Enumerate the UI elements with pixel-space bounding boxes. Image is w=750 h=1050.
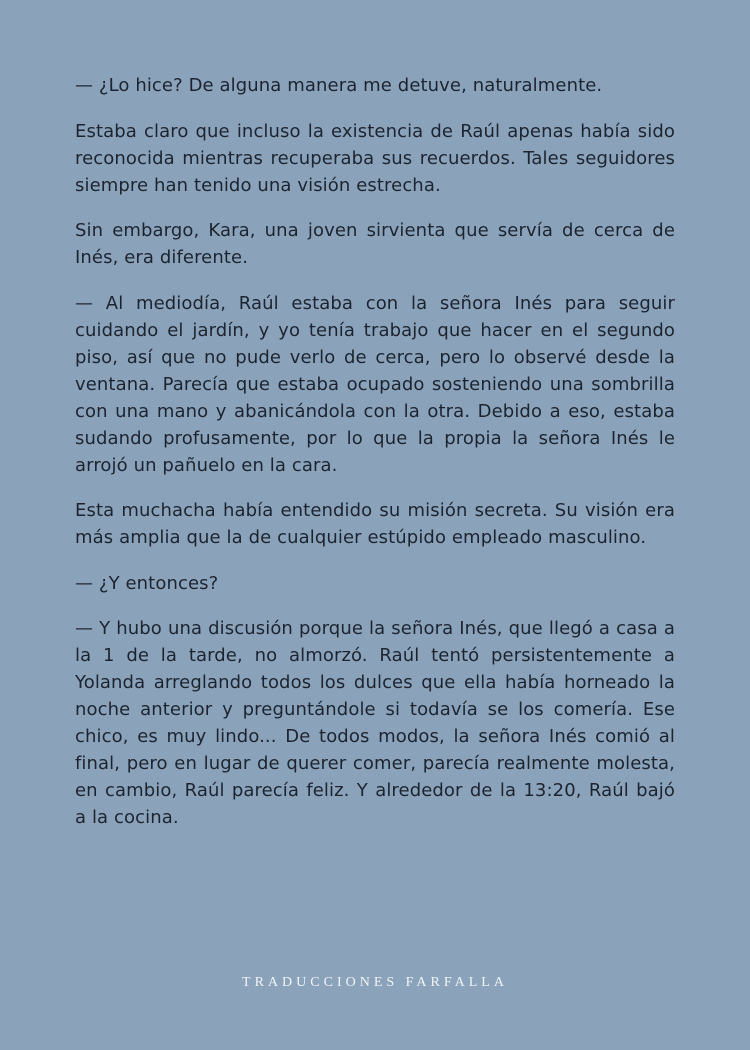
paragraph-6: — ¿Y entonces? [75,572,219,594]
paragraph-2: Estaba claro que incluso la existencia de Raúl apenas había sido reconocida mientras recuperaba sus recuerdos. Tales seguidores siempre han tenido una visión estrecha. [75,120,675,196]
paragraph-7: — Y hubo una discusión porque la señora Inés, que llegó a casa a la 1 de la tarde, no almorzó. Raúl tentó persistentemente a Yolanda arreglando todos los dulces que ella había horneado la noche anterior y preguntándole si todavía se los comería. Ese chico, es muy lindo... De todos modos, la señora Inés comió al final, pero en lugar de querer comer, parecía realmente molesta, en cambio, Raúl parecía feliz. Y alrededor de la 13:20, Raúl bajó a la cocina. [75,618,675,828]
paragraph-1: — ¿Lo hice? De alguna manera me detuve, naturalmente. [75,75,603,96]
paragraph-4: — Al mediodía, Raúl estaba con la señora Inés para seguir cuidando el jardín, y yo tenía trabajo que hacer en el segundo piso, así que no pude verlo de cerca, pero lo observé desde la ventana. Parecía que estaba ocupado sosteniendo una sombrilla con una mano y abanicándola con la otra. Debido a eso, estaba sudando profusamente, por lo que la propia la señora Inés le arrojó un pañuelo en la cara. [75,292,675,476]
paragraph-3: Sin embargo, Kara, una joven sirvienta que servía de cerca de Inés, era diferente. [75,220,675,268]
paragraph-5: Esta muchacha había entendido su misión secreta. Su visión era más amplia que la de cualquier estúpido empleado masculino. [75,500,675,548]
footer-credit: TRADUCCIONES FARFALLA [242,975,508,990]
document-body [75,72,675,850]
